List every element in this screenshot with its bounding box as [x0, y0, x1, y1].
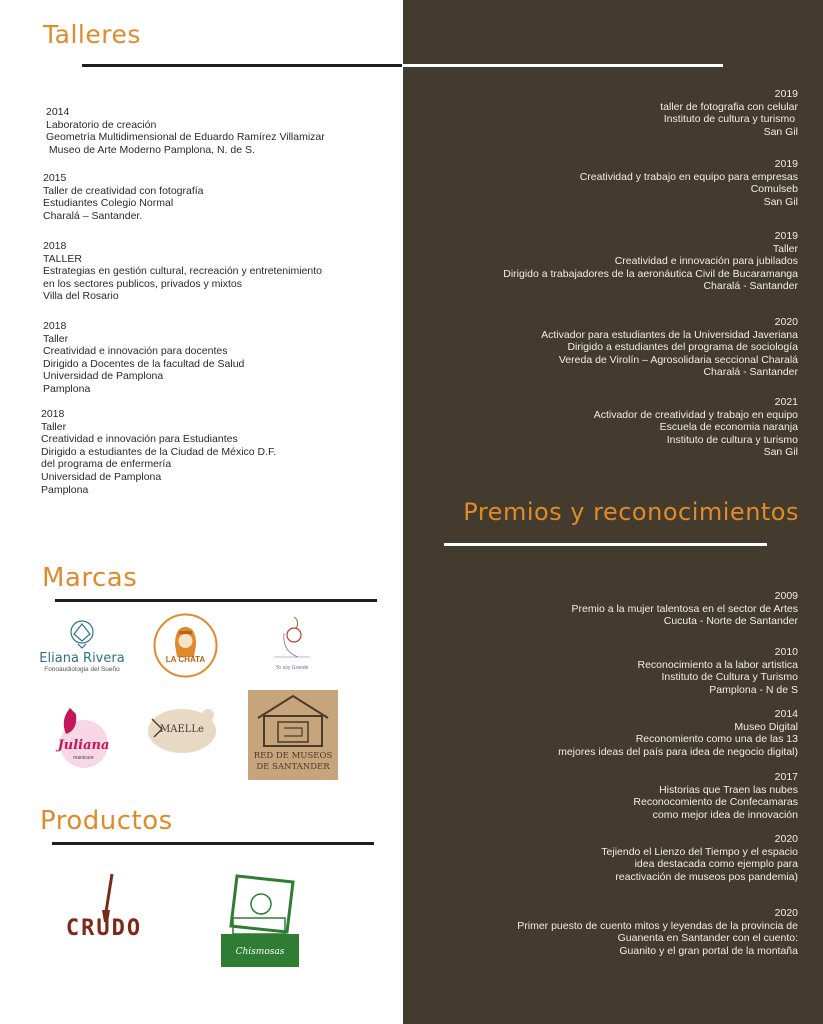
taller-entry: [594, 396, 798, 459]
taller-line: Taller: [41, 420, 67, 433]
taller-line: San Gil: [763, 446, 798, 459]
premio-line: Primer puesto de cuento mitos y leyendas de la provincia de: [517, 919, 798, 932]
maelle-name: MAELLe: [160, 724, 204, 735]
premio-line: Premio a la mujer talentosa en el sector de Artes: [571, 602, 798, 615]
taller-line: San Gil: [763, 195, 798, 208]
premio-entry: [572, 590, 798, 628]
taller-line: del programa de enfermería: [41, 458, 172, 471]
eliana-rivera-subtitle: Fonoaudiologia del Sueño: [44, 666, 120, 673]
premio-line: idea destacada como ejemplo para: [634, 858, 798, 871]
taller-line: Comulseb: [750, 183, 798, 196]
eliana-rivera-emblem-icon: [66, 619, 98, 649]
premio-entry: [633, 771, 798, 821]
taller-line: Vereda de Virolín – Agrosolidaria seccional Charalá: [558, 353, 798, 366]
taller-line: Creatividad e innovación para docentes: [43, 345, 228, 358]
taller-line: Museo de Arte Moderno Pamplona, N. de S.: [46, 143, 255, 156]
taller-year: 2019: [774, 88, 798, 100]
taller-year: 2018: [43, 320, 67, 332]
taller-line: Estudiantes Colegio Normal: [43, 197, 174, 210]
premio-year: 2020: [774, 907, 798, 919]
taller-line: Geometría Multidimensional de Eduardo Ramírez Villamizar: [46, 131, 325, 144]
taller-line: Instituto de cultura y turismo: [666, 433, 798, 446]
la-chata-name: LA CHATA: [165, 655, 206, 664]
taller-line: taller de fotografia con celular: [660, 100, 798, 113]
premios-title: Premios y reconocimientos: [463, 498, 799, 526]
premio-line: Instituto de Cultura y Turismo: [661, 671, 798, 684]
taller-line: San Gil: [763, 125, 798, 138]
premio-line: reactivación de museos pos pandemia): [615, 870, 798, 883]
cherry-brand-name: Yo soy Grande: [275, 665, 309, 671]
red-museos-line: DE SANTANDER: [256, 762, 330, 772]
taller-year: 2015: [43, 172, 67, 184]
taller-line: Escuela de economia naranja: [659, 421, 798, 434]
taller-entry: [43, 240, 322, 303]
eliana-rivera-logo: [32, 612, 132, 680]
juliana-subtitle: manicure: [73, 755, 94, 761]
taller-entry: [541, 316, 798, 379]
taller-entry: [503, 230, 798, 293]
crudo-name: CRUDO: [65, 916, 143, 941]
premios-rule: [444, 543, 767, 546]
premio-year: 2017: [774, 771, 798, 783]
taller-entry: [580, 158, 798, 208]
taller-line: Universidad de Pamplona: [41, 470, 162, 483]
taller-line: Villa del Rosario: [43, 290, 119, 303]
premio-line: Reconocomiento de Confecamaras: [633, 796, 798, 809]
chismosas-name: Chismosas: [235, 947, 285, 957]
premio-line: Historias que Traen las nubes: [659, 783, 798, 796]
premio-entry: [601, 833, 798, 883]
taller-line: Taller: [772, 242, 798, 255]
juliana-name: Juliana: [57, 738, 110, 753]
maelle-logo: [146, 707, 218, 755]
taller-line: Universidad de Pamplona: [43, 370, 164, 383]
productos-title: Productos: [40, 806, 173, 836]
premio-year: 2014: [774, 708, 798, 720]
eliana-rivera-name: Eliana Rivera: [39, 651, 125, 666]
la-chata-logo: [153, 613, 218, 678]
taller-line: Charalá - Santander: [703, 280, 798, 293]
taller-line: Creatividad e innovación para Estudiantes: [41, 433, 238, 446]
taller-line: en los sectores publicos, privados y mixtos: [43, 277, 243, 290]
red-museos-logo: [248, 690, 338, 780]
premio-line: Guanenta en Santander con el cuento:: [617, 932, 798, 945]
chismosas-logo: [221, 874, 299, 967]
premio-line: Reconomiento como una de las 13: [635, 733, 798, 746]
taller-year: 2018: [41, 408, 65, 420]
taller-entry: [41, 408, 276, 496]
talleres-rule-light: [403, 64, 723, 67]
premio-line: Tejiendo el Lienzo del Tiempo y el espacio: [601, 845, 798, 858]
premio-line: Reconocimiento a la labor artistica: [637, 658, 798, 671]
productos-rule: [52, 842, 374, 845]
taller-year: 2019: [774, 230, 798, 242]
taller-line: Dirigido a estudiantes del programa de sociología: [567, 341, 798, 354]
crudo-logo: [58, 872, 150, 944]
taller-line: Pamplona: [43, 382, 91, 395]
premio-year: 2010: [774, 646, 798, 658]
taller-line: Taller de creatividad con fotografía: [43, 184, 204, 197]
premio-line: Cucuta - Norte de Santander: [663, 615, 798, 628]
taller-year: 2014: [46, 106, 70, 118]
taller-line: Dirigido a Docentes de la facultad de Salud: [43, 357, 245, 370]
premio-line: Guanito y el gran portal de la montaña: [619, 944, 798, 957]
taller-entry: [660, 88, 798, 138]
cherry-brand-logo: [268, 604, 316, 680]
taller-entry: [43, 172, 204, 222]
taller-year: 2021: [774, 396, 798, 408]
marcas-title: Marcas: [42, 563, 138, 593]
taller-line: Laboratorio de creación: [46, 118, 157, 131]
taller-entry: [43, 320, 244, 396]
juliana-emblem-icon: [56, 700, 111, 772]
taller-year: 2020: [774, 316, 798, 328]
marcas-rule: [55, 599, 377, 602]
taller-line: Activador para estudiantes de la Universidad Javeriana: [541, 328, 798, 341]
cherry-icon: [272, 613, 312, 665]
la-chata-emblem-icon: [153, 613, 218, 678]
talleres-title: Talleres: [43, 20, 141, 49]
premio-line: mejores ideas del país para idea de negocio digital): [558, 745, 798, 758]
red-museos-line: RED DE MUSEOS: [253, 751, 333, 761]
taller-line: TALLER: [43, 252, 82, 265]
taller-line: Dirigido a trabajadores de la aeronáutica Civil de Bucaramanga: [503, 267, 798, 280]
taller-line: Taller: [43, 332, 69, 345]
premio-year: 2009: [774, 590, 798, 602]
taller-line: Charalá – Santander.: [43, 209, 143, 222]
premio-line: Museo Digital: [734, 720, 798, 733]
taller-entry: [46, 106, 325, 156]
premio-line: Pamplona - N de S: [709, 683, 798, 696]
taller-line: Pamplona: [41, 483, 89, 496]
juliana-logo: [56, 700, 111, 772]
premio-entry: [558, 708, 798, 758]
talleres-rule-dark: [82, 64, 402, 67]
taller-year: 2019: [774, 158, 798, 170]
premio-entry: [638, 646, 799, 696]
premio-line: como mejor idea de innovación: [652, 808, 798, 821]
taller-line: Estrategias en gestión cultural, recreación y entretenimiento: [43, 265, 322, 278]
taller-line: Creatividad e innovación para jubilados: [614, 255, 798, 268]
taller-line: Creatividad y trabajo en equipo para empresas: [579, 170, 798, 183]
premio-year: 2020: [774, 833, 798, 845]
taller-line: Instituto de cultura y turismo: [663, 113, 798, 126]
taller-year: 2018: [43, 240, 67, 252]
premio-entry: [517, 907, 798, 957]
taller-line: Dirigido a estudiantes de la Ciudad de México D.F.: [41, 445, 277, 458]
taller-line: Activador de creatividad y trabajo en equipo: [593, 408, 798, 421]
taller-line: Charalá - Santander: [703, 366, 798, 379]
